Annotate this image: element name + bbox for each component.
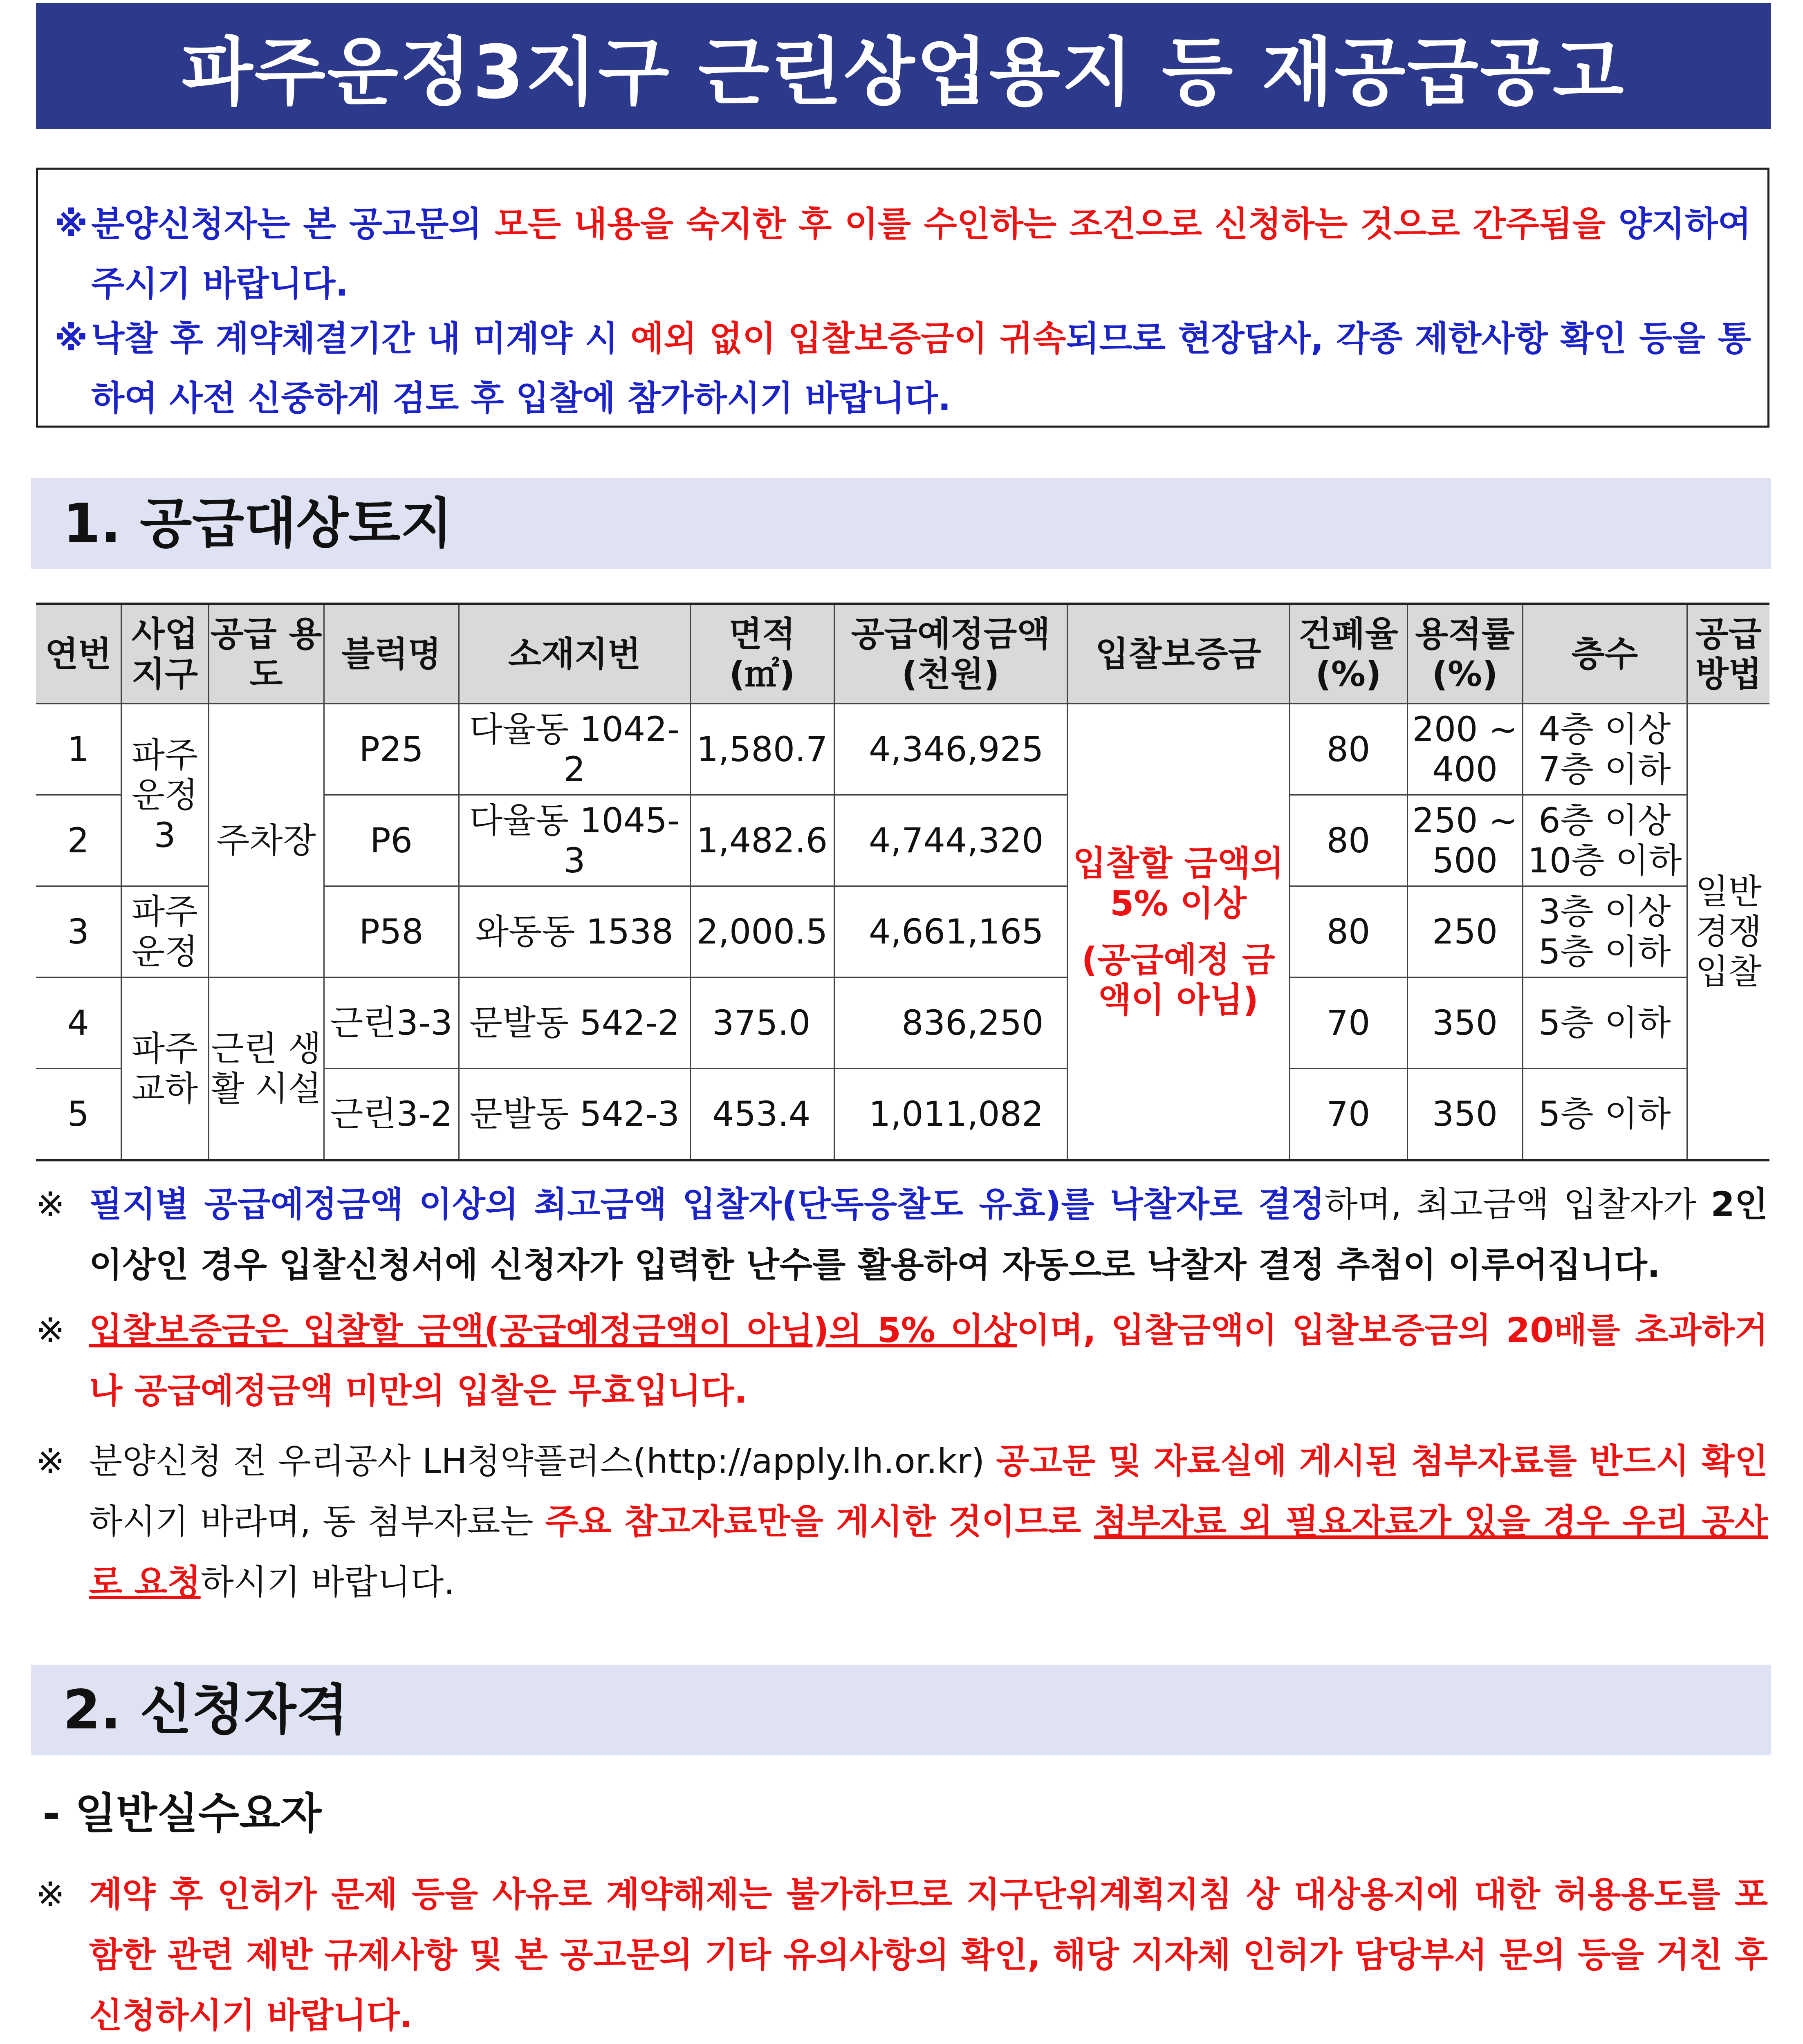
header-block: 블럭명 <box>324 604 459 704</box>
cell-no: 3 <box>36 886 121 977</box>
header-method: 공급 방법 <box>1687 604 1769 704</box>
note-1-3-text-b: 공고문 및 자료실에 게시된 첨부자료를 반드시 확인 <box>996 1441 1768 1481</box>
cell-district: 파주 운정 3 <box>121 704 209 886</box>
note-1-2 <box>36 1300 1768 1421</box>
note-1-2-text-b: 이며, 입찰금액이 입찰보증금의 20배를 초과하거나 공급예정금액 미만의 입찰은 무효입니다. <box>89 1310 1768 1411</box>
header-far: 용적률 (%) <box>1407 604 1523 704</box>
cell-address: 문발동 542-2 <box>459 977 690 1069</box>
cell-price: 836,250 <box>834 977 1067 1069</box>
note-1-1-text-b: 하며, 최고금액 입찰자가 <box>1324 1184 1711 1224</box>
cell-price: 4,661,165 <box>834 886 1067 977</box>
notice-1-text-c: 양지하여 주시기 바랍니다. <box>91 204 1751 304</box>
cell-block: P58 <box>324 886 459 977</box>
cell-address: 와동동 1538 <box>459 886 690 977</box>
table-row <box>36 704 1769 795</box>
section-1-title: 1. 공급대상토지 <box>63 492 453 555</box>
header-district: 사업 지구 <box>121 604 209 704</box>
page-title: 파주운정3지구 근린상업용지 등 재공급공고 <box>182 30 1626 115</box>
cell-area: 1,482.6 <box>690 795 834 886</box>
note-1-3-text-f: 하시기 바랍니다. <box>200 1562 455 1602</box>
note-1-3 <box>36 1431 1768 1612</box>
cell-floors: 3층 이상 5층 이하 <box>1523 886 1687 977</box>
table-row <box>36 977 1769 1069</box>
page-title-bar <box>36 3 1771 129</box>
cell-address: 다율동 1042-2 <box>459 704 690 795</box>
cell-price: 4,744,320 <box>834 795 1067 886</box>
cell-bcr: 70 <box>1289 1069 1407 1161</box>
notice-2 <box>54 309 1751 428</box>
bond-text-2: (공급예정 금액이 아님) <box>1081 940 1275 1020</box>
cell-bcr: 80 <box>1289 886 1407 977</box>
header-floors: 층수 <box>1523 604 1687 704</box>
cell-district: 파주 교하 <box>121 977 209 1161</box>
cell-method: 일반 경쟁 입찰 <box>1687 704 1769 1161</box>
cell-floors: 6층 이상 10층 이하 <box>1523 795 1687 886</box>
note-2-1 <box>36 1864 1768 2044</box>
header-address: 소재지번 <box>459 604 690 704</box>
table-header-row <box>36 604 1769 704</box>
cell-floors: 5층 이하 <box>1523 1069 1687 1161</box>
cell-floors: 5층 이하 <box>1523 977 1687 1069</box>
section-2-title: 2. 신청자격 <box>63 1679 348 1741</box>
cell-bcr: 80 <box>1289 704 1407 795</box>
section-1-header <box>31 478 1771 569</box>
cell-block: P6 <box>324 795 459 886</box>
cell-far: 250 ~ 500 <box>1407 795 1523 886</box>
section-2-subtitle: - 일반실수요자 <box>43 1788 322 1838</box>
notice-2-text-b: 예외 없이 입찰보증금이 귀속 <box>630 318 1066 359</box>
cell-far: 250 <box>1407 886 1523 977</box>
reference-mark: ※ <box>36 1184 65 1224</box>
reference-mark: ※ <box>36 1441 65 1481</box>
cell-block: 근린3-3 <box>324 977 459 1069</box>
cell-use: 주차장 <box>209 704 324 977</box>
header-bcr: 건폐율 (%) <box>1289 604 1407 704</box>
header-bond: 입찰보증금 <box>1067 604 1289 704</box>
reference-mark: ※ <box>36 1874 65 1914</box>
note-1-1-text-c: 2인 이상인 경우 입찰신청서에 신청자가 입력한 난수를 활용하여 자동으로 낙찰자 결정 추첨이 이루어집니다. <box>89 1184 1768 1285</box>
cell-floors: 4층 이상 7층 이하 <box>1523 704 1687 795</box>
cell-area: 2,000.5 <box>690 886 834 977</box>
cell-bond <box>1067 704 1289 1161</box>
cell-area: 1,580.7 <box>690 704 834 795</box>
note-1-3-text-e: 첨부자료 외 필요자료가 있을 경우 우리 공사로 요청 <box>89 1502 1768 1602</box>
cell-no: 1 <box>36 704 121 795</box>
cell-address: 문발동 542-3 <box>459 1069 690 1161</box>
reference-mark: ※ <box>36 1310 65 1350</box>
note-1-3-text-c: 하시기 바라며, 동 첨부자료는 <box>89 1502 545 1542</box>
land-table <box>36 603 1769 1161</box>
cell-no: 2 <box>36 795 121 886</box>
note-1-1 <box>36 1174 1768 1295</box>
cell-price: 4,346,925 <box>834 704 1067 795</box>
reference-mark: ※ <box>54 204 88 244</box>
notice-2-text-a: 낙찰 후 계약체결기간 내 미계약 시 <box>91 318 631 359</box>
note-1-3-text-a: 분양신청 전 우리공사 LH청약플러스(http://apply.lh.or.kr) <box>89 1441 996 1481</box>
cell-district: 파주 운정 <box>121 886 209 977</box>
cell-far: 350 <box>1407 977 1523 1069</box>
cell-no: 5 <box>36 1069 121 1161</box>
cell-far: 200 ~ 400 <box>1407 704 1523 795</box>
cell-far: 350 <box>1407 1069 1523 1161</box>
header-price: 공급예정금액 (천원) <box>834 604 1067 704</box>
notice-1-text-a: 분양신청자는 본 공고문의 <box>91 204 495 244</box>
notice-box <box>36 168 1769 428</box>
notice-2-text-c: 되므로 현장답사, 각종 제한사항 확인 등을 통하여 사전 신중하게 검토 후 입찰에 참가하시기 바랍니다. <box>91 318 1751 418</box>
reference-mark: ※ <box>54 318 88 359</box>
cell-price: 1,011,082 <box>834 1069 1067 1161</box>
cell-address: 다율동 1045-3 <box>459 795 690 886</box>
cell-bcr: 80 <box>1289 795 1407 886</box>
cell-area: 375.0 <box>690 977 834 1069</box>
notice-1 <box>54 194 1751 314</box>
bond-text-1: 입찰할 금액의 5% 이상 <box>1072 843 1284 923</box>
header-use: 공급 용도 <box>209 604 324 704</box>
cell-block: P25 <box>324 704 459 795</box>
notice-1-text-b: 모든 내용을 숙지한 후 이를 수인하는 조건으로 신청하는 것으로 간주됨을 <box>494 204 1606 244</box>
cell-bcr: 70 <box>1289 977 1407 1069</box>
note-2-1-text: 계약 후 인허가 문제 등을 사유로 계약해제는 불가하므로 지구단위계획지침 상 대상용지에 대한 허용용도를 포함한 관련 제반 규제사항 및 본 공고문의 기타 유의사항의 확인, 해당 지자체 인허가 담당부서 문의 등을 거친 후 신청하시기 바랍니다. <box>89 1874 1768 2035</box>
cell-area: 453.4 <box>690 1069 834 1161</box>
cell-no: 4 <box>36 977 121 1069</box>
cell-use: 근린 생활 시설 <box>209 977 324 1161</box>
note-1-3-text-d: 주요 참고자료만을 게시한 것이므로 <box>545 1502 1094 1542</box>
header-no: 연번 <box>36 604 121 704</box>
section-2-header <box>31 1665 1771 1755</box>
note-1-1-text-a: 필지별 공급예정금액 이상의 최고금액 입찰자(단독응찰도 유효)를 낙찰자로 결정 <box>89 1184 1325 1224</box>
header-area: 면적 (㎡) <box>690 604 834 704</box>
note-1-2-text-a: 입찰보증금은 입찰할 금액(공급예정금액이 아님)의 5% 이상 <box>89 1310 1017 1350</box>
cell-block: 근린3-2 <box>324 1069 459 1161</box>
